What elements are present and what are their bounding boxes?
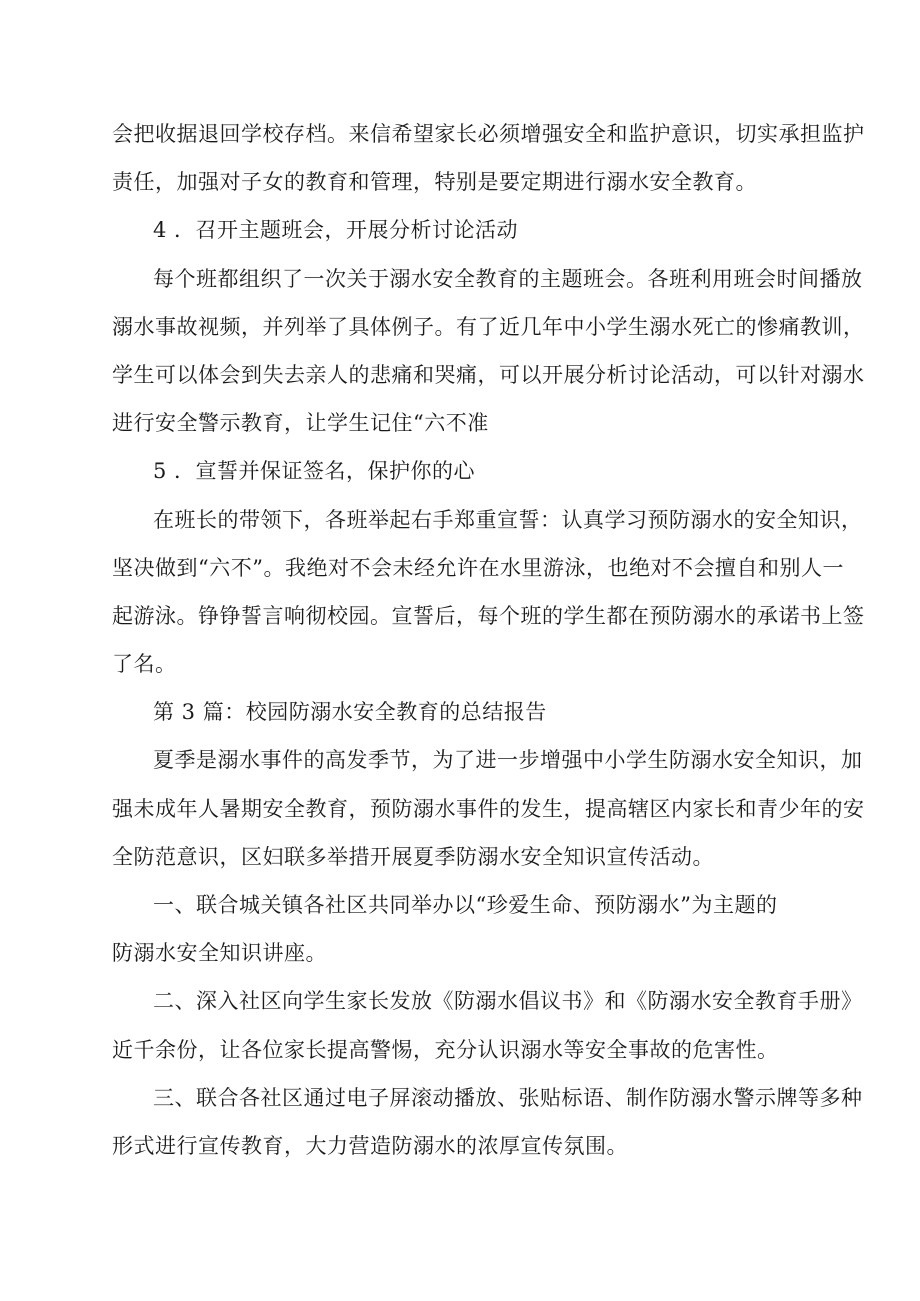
text-line: 在班长的带领下，各班举起右手郑重宣誓：认真学习预防溺水的安全知识， [153,507,863,532]
article-title: 第 3 篇：校园防溺水安全教育的总结报告 [153,700,547,725]
text-line: 起游泳。铮铮誓言响彻校园。宣誓后，每个班的学生都在预防溺水的承诺书上签 [112,603,865,628]
list-item-2: 二、深入社区向学生家长发放《防溺水倡议书》和《防溺水安全教育手册》 [153,989,863,1014]
text-line: 每个班都组织了一次关于溺水安全教育的主题班会。各班利用班会时间播放 [153,266,863,291]
text-line: 近千余份，让各位家长提高警惕，充分认识溺水等安全事故的危害性。 [112,1037,779,1062]
list-item-3: 三、联合各社区通过电子屏滚动播放、张贴标语、制作防溺水警示牌等多种 [153,1085,863,1110]
text-line: 学生可以体会到失去亲人的悲痛和哭痛，可以开展分析讨论活动，可以针对溺水 [112,362,865,387]
text-line: 溺水事故视频，并列举了具体例子。有了近几年中小学生溺水死亡的惨痛教训， [112,314,865,339]
text-line: 形式进行宣传教育，大力营造防溺水的浓厚宣传氛围。 [112,1133,628,1158]
text-line: 进行安全警示教育，让学生记住“六不准 [112,411,489,436]
list-item-1: 一、联合城关镇各社区共同举办以“珍爱生命、预防溺水”为主题的 [153,893,778,917]
text-line: 了名。 [112,652,177,677]
text-line: 防溺水安全知识讲座。 [112,941,327,966]
text-line: 会把收据退回学校存档。来信希望家长必须增强安全和监护意识，切实承担监护 [112,122,865,146]
text-line: 全防范意识，区妇联多举措开展夏季防溺水安全知识宣传活动。 [112,844,714,869]
text-line: 坚决做到“六不”。我绝对不会未经允许在水里游泳，也绝对不会擅自和别人一 [112,555,844,580]
section-heading-4: 4 ．召开主题班会，开展分析讨论活动 [153,218,519,243]
document-body [112,110,865,1170]
section-heading-5: 5 ．宣誓并保证签名，保护你的心 [153,459,476,484]
text-line: 夏季是溺水事件的高发季节，为了进一步增强中小学生防溺水安全知识，加 [153,748,863,773]
text-line: 强未成年人暑期安全教育，预防溺水事件的发生，提高辖区内家长和青少年的安 [112,796,865,821]
text-line: 责任，加强对子女的教育和管理，特别是要定期进行溺水安全教育。 [112,170,757,195]
